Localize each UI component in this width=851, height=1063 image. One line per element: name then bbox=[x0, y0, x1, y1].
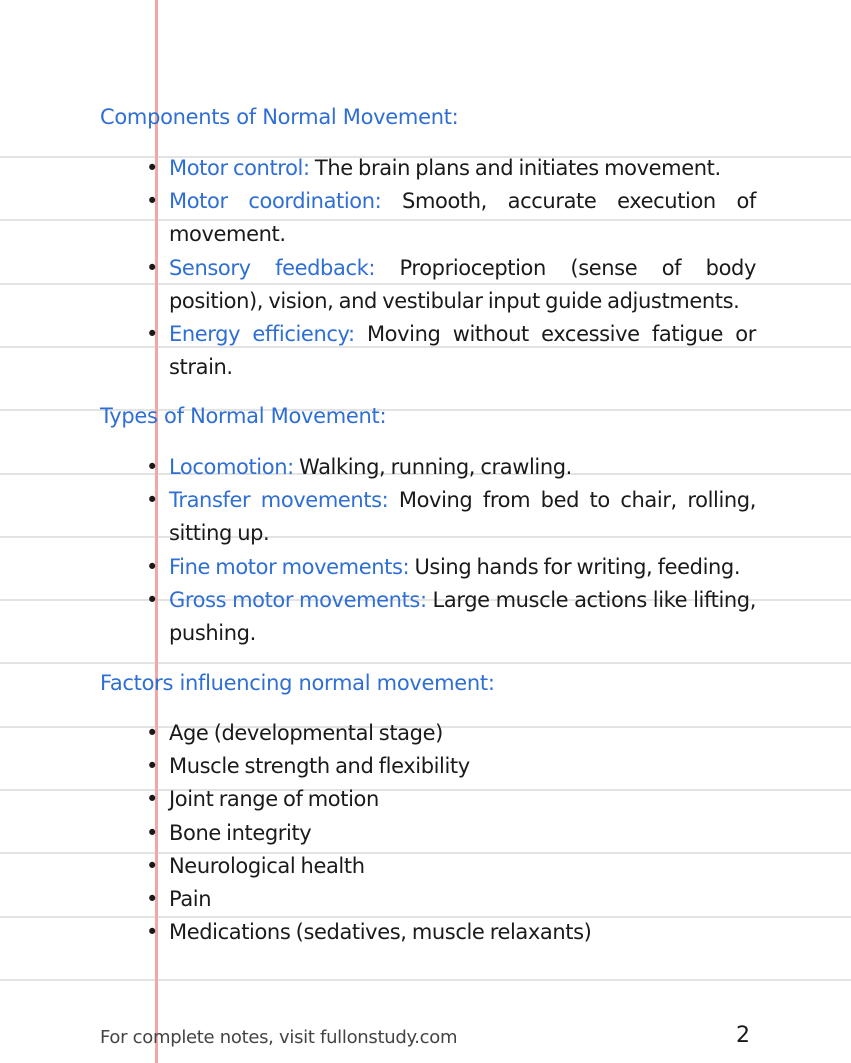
bullet-icon: • bbox=[146, 255, 158, 280]
bullet-icon: • bbox=[146, 853, 158, 878]
list-item bbox=[146, 850, 756, 883]
section-heading-types: Types of Normal Movement: bbox=[100, 404, 387, 428]
bullet-icon: • bbox=[146, 488, 158, 513]
item-text: Neurological health bbox=[169, 853, 365, 878]
bullet-icon: • bbox=[146, 455, 158, 479]
item-text: Joint range of motion bbox=[169, 787, 379, 812]
bullet-icon: • bbox=[146, 754, 158, 779]
item-text: Pain bbox=[169, 887, 212, 912]
item-text: Large muscle actions like lifting, pushing. bbox=[169, 587, 756, 646]
list-item bbox=[146, 916, 756, 949]
section-heading-factors: Factors influencing normal movement: bbox=[100, 671, 495, 695]
item-term: Motor coordination: bbox=[169, 189, 382, 214]
bullet-icon: • bbox=[146, 322, 158, 347]
list-item bbox=[146, 551, 756, 584]
factors-list bbox=[146, 717, 756, 949]
item-text: Smooth, accurate execution of movement. bbox=[169, 189, 756, 247]
item-text: Moving from bed to chair, rolling, sitting up. bbox=[169, 488, 756, 546]
bullet-icon: • bbox=[146, 721, 158, 745]
item-term: Motor control: bbox=[169, 156, 310, 180]
section-heading-components: Components of Normal Movement: bbox=[100, 105, 459, 129]
bullet-icon: • bbox=[146, 820, 158, 845]
list-item bbox=[146, 883, 756, 916]
item-text: Walking, running, crawling. bbox=[293, 455, 572, 479]
list-item bbox=[146, 717, 756, 750]
item-text: Medications (sedatives, muscle relaxants) bbox=[169, 920, 592, 945]
item-text: Moving without excessive fatigue or strain. bbox=[169, 322, 756, 380]
item-text: Bone integrity bbox=[169, 820, 312, 845]
components-list bbox=[146, 152, 756, 384]
bullet-icon: • bbox=[146, 787, 158, 812]
bullet-icon: • bbox=[146, 887, 158, 912]
list-item bbox=[146, 152, 756, 185]
item-term: Sensory feedback: bbox=[169, 255, 376, 280]
list-item bbox=[146, 484, 756, 550]
list-item bbox=[146, 318, 756, 384]
item-text: Proprioception (sense of body position), vision, and vestibular input guide adjustments. bbox=[169, 255, 756, 313]
types-list bbox=[146, 451, 756, 650]
list-item bbox=[146, 252, 756, 318]
ruled-line bbox=[0, 979, 851, 981]
item-term: Transfer movements: bbox=[169, 488, 389, 513]
ruled-line bbox=[0, 662, 851, 664]
item-text: Using hands for writing, feeding. bbox=[409, 554, 741, 579]
page-number: 2 bbox=[736, 1023, 750, 1048]
list-item bbox=[146, 185, 756, 251]
item-term: Fine motor movements: bbox=[169, 554, 410, 579]
bullet-icon: • bbox=[146, 189, 158, 214]
footer-note: For complete notes, visit fullonstudy.com bbox=[100, 1027, 458, 1048]
bullet-icon: • bbox=[146, 587, 158, 612]
bullet-icon: • bbox=[146, 156, 158, 180]
bullet-icon: • bbox=[146, 554, 158, 579]
item-text: Muscle strength and flexibility bbox=[169, 754, 470, 779]
list-item bbox=[146, 584, 756, 650]
item-term: Energy efficiency: bbox=[169, 322, 355, 347]
list-item bbox=[146, 817, 756, 850]
list-item bbox=[146, 451, 756, 484]
list-item bbox=[146, 783, 756, 816]
bullet-icon: • bbox=[146, 920, 158, 945]
item-term: Gross motor movements: bbox=[169, 587, 427, 612]
item-term: Locomotion: bbox=[169, 455, 294, 479]
item-text: Age (developmental stage) bbox=[169, 721, 443, 745]
list-item bbox=[146, 750, 756, 783]
item-text: The brain plans and initiates movement. bbox=[309, 156, 721, 180]
